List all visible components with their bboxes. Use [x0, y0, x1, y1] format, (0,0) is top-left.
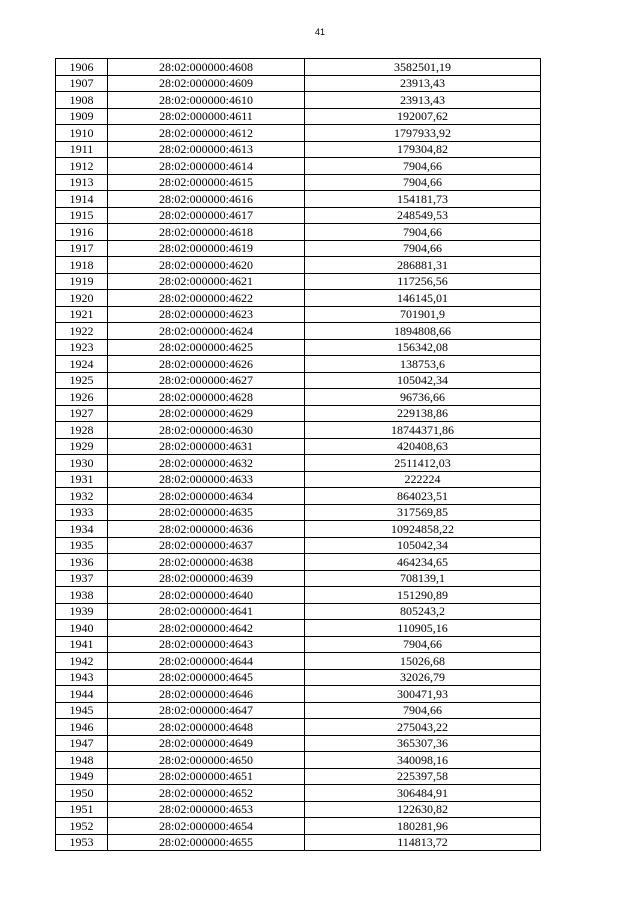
- table-row: [56, 92, 541, 109]
- row-number-cell: 1925: [56, 372, 108, 389]
- value-cell: 10924858,22: [305, 521, 541, 538]
- table-row: [56, 356, 541, 373]
- cadastral-number-cell: 28:02:000000:4621: [108, 273, 305, 290]
- cadastral-number-cell: 28:02:000000:4646: [108, 686, 305, 703]
- table-row: [56, 389, 541, 406]
- cadastral-number-cell: 28:02:000000:4622: [108, 290, 305, 307]
- cadastral-number-cell: 28:02:000000:4655: [108, 834, 305, 851]
- row-number-cell: 1907: [56, 75, 108, 92]
- cadastral-number-cell: 28:02:000000:4618: [108, 224, 305, 241]
- row-number-cell: 1913: [56, 174, 108, 191]
- table-row: [56, 323, 541, 340]
- cadastral-number-cell: 28:02:000000:4631: [108, 438, 305, 455]
- cadastral-number-cell: 28:02:000000:4612: [108, 125, 305, 142]
- value-cell: 32026,79: [305, 669, 541, 686]
- row-number-cell: 1948: [56, 752, 108, 769]
- value-cell: 2511412,03: [305, 455, 541, 472]
- row-number-cell: 1945: [56, 702, 108, 719]
- value-cell: 180281,96: [305, 818, 541, 835]
- value-cell: 864023,51: [305, 488, 541, 505]
- value-cell: 300471,93: [305, 686, 541, 703]
- table-row: [56, 290, 541, 307]
- cadastral-number-cell: 28:02:000000:4610: [108, 92, 305, 109]
- row-number-cell: 1916: [56, 224, 108, 241]
- row-number-cell: 1946: [56, 719, 108, 736]
- page-number: 41: [314, 27, 325, 37]
- row-number-cell: 1926: [56, 389, 108, 406]
- value-cell: 701901,9: [305, 306, 541, 323]
- table-row: [56, 537, 541, 554]
- value-cell: 340098,16: [305, 752, 541, 769]
- value-cell: 317569,85: [305, 504, 541, 521]
- row-number-cell: 1931: [56, 471, 108, 488]
- cadastral-number-cell: 28:02:000000:4643: [108, 636, 305, 653]
- table-row: [56, 752, 541, 769]
- cadastral-number-cell: 28:02:000000:4636: [108, 521, 305, 538]
- cadastral-number-cell: 28:02:000000:4635: [108, 504, 305, 521]
- table-row: [56, 620, 541, 637]
- row-number-cell: 1939: [56, 603, 108, 620]
- value-cell: 286881,31: [305, 257, 541, 274]
- value-cell: 15026,68: [305, 653, 541, 670]
- value-cell: 7904,66: [305, 702, 541, 719]
- value-cell: 114813,72: [305, 834, 541, 851]
- cadastral-number-cell: 28:02:000000:4640: [108, 587, 305, 604]
- value-cell: 146145,01: [305, 290, 541, 307]
- value-cell: 225397,58: [305, 768, 541, 785]
- table-row: [56, 174, 541, 191]
- row-number-cell: 1936: [56, 554, 108, 571]
- value-cell: 464234,65: [305, 554, 541, 571]
- row-number-cell: 1918: [56, 257, 108, 274]
- table-row: [56, 587, 541, 604]
- row-number-cell: 1941: [56, 636, 108, 653]
- value-cell: 7904,66: [305, 224, 541, 241]
- row-number-cell: 1953: [56, 834, 108, 851]
- row-number-cell: 1927: [56, 405, 108, 422]
- row-number-cell: 1929: [56, 438, 108, 455]
- row-number-cell: 1940: [56, 620, 108, 637]
- table-row: [56, 818, 541, 835]
- value-cell: 192007,62: [305, 108, 541, 125]
- value-cell: 7904,66: [305, 158, 541, 175]
- row-number-cell: 1908: [56, 92, 108, 109]
- row-number-cell: 1923: [56, 339, 108, 356]
- table-row: [56, 636, 541, 653]
- value-cell: 1894808,66: [305, 323, 541, 340]
- value-cell: 306484,91: [305, 785, 541, 802]
- row-number-cell: 1922: [56, 323, 108, 340]
- row-number-cell: 1933: [56, 504, 108, 521]
- cadastral-number-cell: 28:02:000000:4639: [108, 570, 305, 587]
- row-number-cell: 1951: [56, 801, 108, 818]
- row-number-cell: 1914: [56, 191, 108, 208]
- value-cell: 229138,86: [305, 405, 541, 422]
- cadastral-number-cell: 28:02:000000:4613: [108, 141, 305, 158]
- value-cell: 222224: [305, 471, 541, 488]
- value-cell: 275043,22: [305, 719, 541, 736]
- cadastral-number-cell: 28:02:000000:4644: [108, 653, 305, 670]
- table-row: [56, 554, 541, 571]
- value-cell: 23913,43: [305, 92, 541, 109]
- cadastral-number-cell: 28:02:000000:4629: [108, 405, 305, 422]
- table-row: [56, 257, 541, 274]
- row-number-cell: 1928: [56, 422, 108, 439]
- row-number-cell: 1932: [56, 488, 108, 505]
- table-row: [56, 438, 541, 455]
- cadastral-number-cell: 28:02:000000:4651: [108, 768, 305, 785]
- table-row: [56, 240, 541, 257]
- value-cell: 248549,53: [305, 207, 541, 224]
- value-cell: 179304,82: [305, 141, 541, 158]
- cadastral-number-cell: 28:02:000000:4630: [108, 422, 305, 439]
- row-number-cell: 1920: [56, 290, 108, 307]
- value-cell: 105042,34: [305, 537, 541, 554]
- table-row: [56, 191, 541, 208]
- table-row: [56, 669, 541, 686]
- row-number-cell: 1937: [56, 570, 108, 587]
- table-row: [56, 339, 541, 356]
- row-number-cell: 1906: [56, 59, 108, 76]
- row-number-cell: 1924: [56, 356, 108, 373]
- table-row: [56, 801, 541, 818]
- cadastral-table: [55, 58, 541, 851]
- cadastral-number-cell: 28:02:000000:4614: [108, 158, 305, 175]
- row-number-cell: 1934: [56, 521, 108, 538]
- cadastral-number-cell: 28:02:000000:4647: [108, 702, 305, 719]
- table-row: [56, 372, 541, 389]
- value-cell: 420408,63: [305, 438, 541, 455]
- table-row: [56, 768, 541, 785]
- table-row: [56, 224, 541, 241]
- table-row: [56, 653, 541, 670]
- table-row: [56, 735, 541, 752]
- table-row: [56, 158, 541, 175]
- cadastral-number-cell: 28:02:000000:4617: [108, 207, 305, 224]
- cadastral-number-cell: 28:02:000000:4609: [108, 75, 305, 92]
- cadastral-number-cell: 28:02:000000:4620: [108, 257, 305, 274]
- table-row: [56, 686, 541, 703]
- value-cell: 138753,6: [305, 356, 541, 373]
- cadastral-number-cell: 28:02:000000:4619: [108, 240, 305, 257]
- row-number-cell: 1917: [56, 240, 108, 257]
- cadastral-number-cell: 28:02:000000:4627: [108, 372, 305, 389]
- cadastral-number-cell: 28:02:000000:4633: [108, 471, 305, 488]
- cadastral-number-cell: 28:02:000000:4649: [108, 735, 305, 752]
- table-row: [56, 504, 541, 521]
- row-number-cell: 1909: [56, 108, 108, 125]
- value-cell: 122630,82: [305, 801, 541, 818]
- table-row: [56, 306, 541, 323]
- row-number-cell: 1930: [56, 455, 108, 472]
- row-number-cell: 1919: [56, 273, 108, 290]
- cadastral-number-cell: 28:02:000000:4628: [108, 389, 305, 406]
- cadastral-number-cell: 28:02:000000:4648: [108, 719, 305, 736]
- table-row: [56, 455, 541, 472]
- table-body: [56, 59, 541, 851]
- value-cell: 23913,43: [305, 75, 541, 92]
- row-number-cell: 1915: [56, 207, 108, 224]
- table-row: [56, 702, 541, 719]
- cadastral-number-cell: 28:02:000000:4638: [108, 554, 305, 571]
- cadastral-number-cell: 28:02:000000:4634: [108, 488, 305, 505]
- value-cell: 154181,73: [305, 191, 541, 208]
- value-cell: 1797933,92: [305, 125, 541, 142]
- value-cell: 96736,66: [305, 389, 541, 406]
- row-number-cell: 1952: [56, 818, 108, 835]
- cadastral-number-cell: 28:02:000000:4641: [108, 603, 305, 620]
- table-row: [56, 273, 541, 290]
- row-number-cell: 1938: [56, 587, 108, 604]
- table-row: [56, 471, 541, 488]
- table-row: [56, 834, 541, 851]
- table-row: [56, 125, 541, 142]
- value-cell: 708139,1: [305, 570, 541, 587]
- table-row: [56, 521, 541, 538]
- cadastral-number-cell: 28:02:000000:4615: [108, 174, 305, 191]
- value-cell: 105042,34: [305, 372, 541, 389]
- cadastral-number-cell: 28:02:000000:4624: [108, 323, 305, 340]
- row-number-cell: 1942: [56, 653, 108, 670]
- row-number-cell: 1949: [56, 768, 108, 785]
- value-cell: 151290,89: [305, 587, 541, 604]
- cadastral-number-cell: 28:02:000000:4637: [108, 537, 305, 554]
- cadastral-number-cell: 28:02:000000:4632: [108, 455, 305, 472]
- table-row: [56, 207, 541, 224]
- value-cell: 3582501,19: [305, 59, 541, 76]
- row-number-cell: 1911: [56, 141, 108, 158]
- table-row: [56, 785, 541, 802]
- row-number-cell: 1947: [56, 735, 108, 752]
- row-number-cell: 1944: [56, 686, 108, 703]
- cadastral-number-cell: 28:02:000000:4642: [108, 620, 305, 637]
- value-cell: 110905,16: [305, 620, 541, 637]
- cadastral-number-cell: 28:02:000000:4623: [108, 306, 305, 323]
- cadastral-number-cell: 28:02:000000:4652: [108, 785, 305, 802]
- table-row: [56, 603, 541, 620]
- row-number-cell: 1935: [56, 537, 108, 554]
- row-number-cell: 1912: [56, 158, 108, 175]
- cadastral-number-cell: 28:02:000000:4611: [108, 108, 305, 125]
- value-cell: 7904,66: [305, 636, 541, 653]
- value-cell: 156342,08: [305, 339, 541, 356]
- row-number-cell: 1943: [56, 669, 108, 686]
- table-row: [56, 488, 541, 505]
- cadastral-number-cell: 28:02:000000:4608: [108, 59, 305, 76]
- table-row: [56, 141, 541, 158]
- cadastral-number-cell: 28:02:000000:4645: [108, 669, 305, 686]
- value-cell: 7904,66: [305, 240, 541, 257]
- row-number-cell: 1910: [56, 125, 108, 142]
- cadastral-number-cell: 28:02:000000:4625: [108, 339, 305, 356]
- table-row: [56, 570, 541, 587]
- cadastral-number-cell: 28:02:000000:4650: [108, 752, 305, 769]
- value-cell: 365307,36: [305, 735, 541, 752]
- table-row: [56, 75, 541, 92]
- table-row: [56, 719, 541, 736]
- table-row: [56, 405, 541, 422]
- cadastral-number-cell: 28:02:000000:4626: [108, 356, 305, 373]
- cadastral-number-cell: 28:02:000000:4653: [108, 801, 305, 818]
- table-row: [56, 59, 541, 76]
- value-cell: 18744371,86: [305, 422, 541, 439]
- table-row: [56, 422, 541, 439]
- value-cell: 117256,56: [305, 273, 541, 290]
- cadastral-number-cell: 28:02:000000:4616: [108, 191, 305, 208]
- row-number-cell: 1950: [56, 785, 108, 802]
- cadastral-number-cell: 28:02:000000:4654: [108, 818, 305, 835]
- value-cell: 805243,2: [305, 603, 541, 620]
- value-cell: 7904,66: [305, 174, 541, 191]
- table-row: [56, 108, 541, 125]
- row-number-cell: 1921: [56, 306, 108, 323]
